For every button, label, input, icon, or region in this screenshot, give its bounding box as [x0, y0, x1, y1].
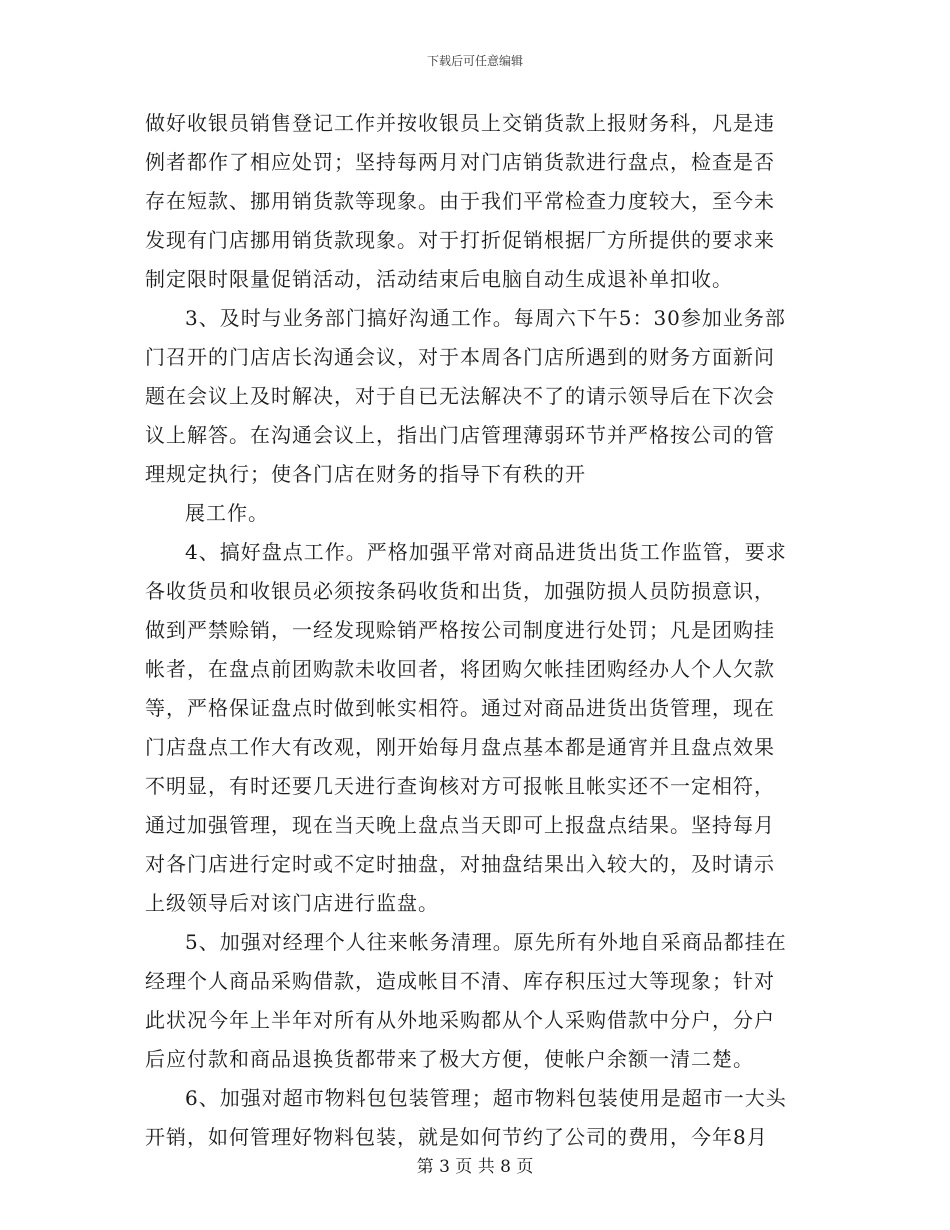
text-line: 6、加强对超市物料包包装管理；超市物料包装使用是超市一大头 — [185, 1086, 787, 1110]
text-line: 此状况今年上半年对所有从外地采购都从个人采购借款中分户，分户 — [145, 1008, 775, 1032]
text-line: 各收货员和收银员必须按条码收货和出货，加强防损人员防损意识， — [145, 579, 775, 603]
text-line: 后应付款和商品退换货都带来了极大方便，使帐户余额一清二楚。 — [145, 1047, 754, 1071]
text-line: 等，严格保证盘点时做到帐实相符。通过对商品进货出货管理，现在 — [145, 696, 775, 720]
text-line: 门召开的门店店长沟通会议，对于本周各门店所遇到的财务方面新问 — [145, 345, 775, 369]
text-line: 做到严禁赊销，一经发现赊销严格按公司制度进行处罚；凡是团购挂 — [145, 618, 775, 642]
text-line: 理规定执行；使各门店在财务的指导下有秩的开 — [145, 462, 586, 486]
text-line: 题在会议上及时解决，对于自已无法解决不了的请示领导后在下次会 — [145, 384, 775, 408]
text-line: 4、搞好盘点工作。严格加强平常对商品进货出货工作监管，要求 — [185, 540, 787, 564]
text-line: 通过加强管理，现在当天晚上盘点当天即可上报盘点结果。坚持每月 — [145, 813, 775, 837]
text-line: 门店盘点工作大有改观，刚开始每月盘点基本都是通宵并且盘点效果 — [145, 735, 775, 759]
text-line: 3、及时与业务部门搞好沟通工作。每周六下午5：30参加业务部 — [185, 306, 786, 330]
text-line: 5、加强对经理个人往来帐务清理。原先所有外地自采商品都挂在 — [185, 930, 787, 954]
text-line: 帐者，在盘点前团购款未收回者，将团购欠帐挂团购经办人个人欠款 — [145, 657, 775, 681]
text-line: 上级领导后对该门店进行监盘。 — [145, 891, 439, 915]
document-body — [145, 104, 810, 1157]
text-line: 经理个人商品采购借款，造成帐目不清、库存积压过大等现象；针对 — [145, 969, 775, 993]
text-line: 展工作。 — [185, 501, 269, 525]
text-line: 存在短款、挪用销货款等现象。由于我们平常检查力度较大，至今未 — [145, 189, 775, 213]
text-line: 例者都作了相应处罚；坚持每两月对门店销货款进行盘点，检查是否 — [145, 150, 775, 174]
text-line: 不明显，有时还要几天进行查询核对方可报帐且帐实还不一定相符， — [145, 774, 775, 798]
text-line: 对各门店进行定时或不定时抽盘，对抽盘结果出入较大的，及时请示 — [145, 852, 775, 876]
text-line: 议上解答。在沟通会议上，指出门店管理薄弱环节并严格按公司的管 — [145, 423, 775, 447]
text-line: 开销，如何管理好物料包装，就是如何节约了公司的费用，今年8月 — [145, 1125, 768, 1149]
text-line: 发现有门店挪用销货款现象。对于打折促销根据厂方所提供的要求来 — [145, 228, 775, 252]
page-footer: 第 3 页 共 8 页 — [416, 1157, 534, 1177]
text-line: 制定限时限量促销活动，活动结束后电脑自动生成退补单扣收。 — [145, 267, 733, 291]
page-header: 下载后可任意编辑 — [426, 54, 523, 68]
text-line: 做好收银员销售登记工作并按收银员上交销货款上报财务科，凡是违 — [145, 111, 775, 135]
